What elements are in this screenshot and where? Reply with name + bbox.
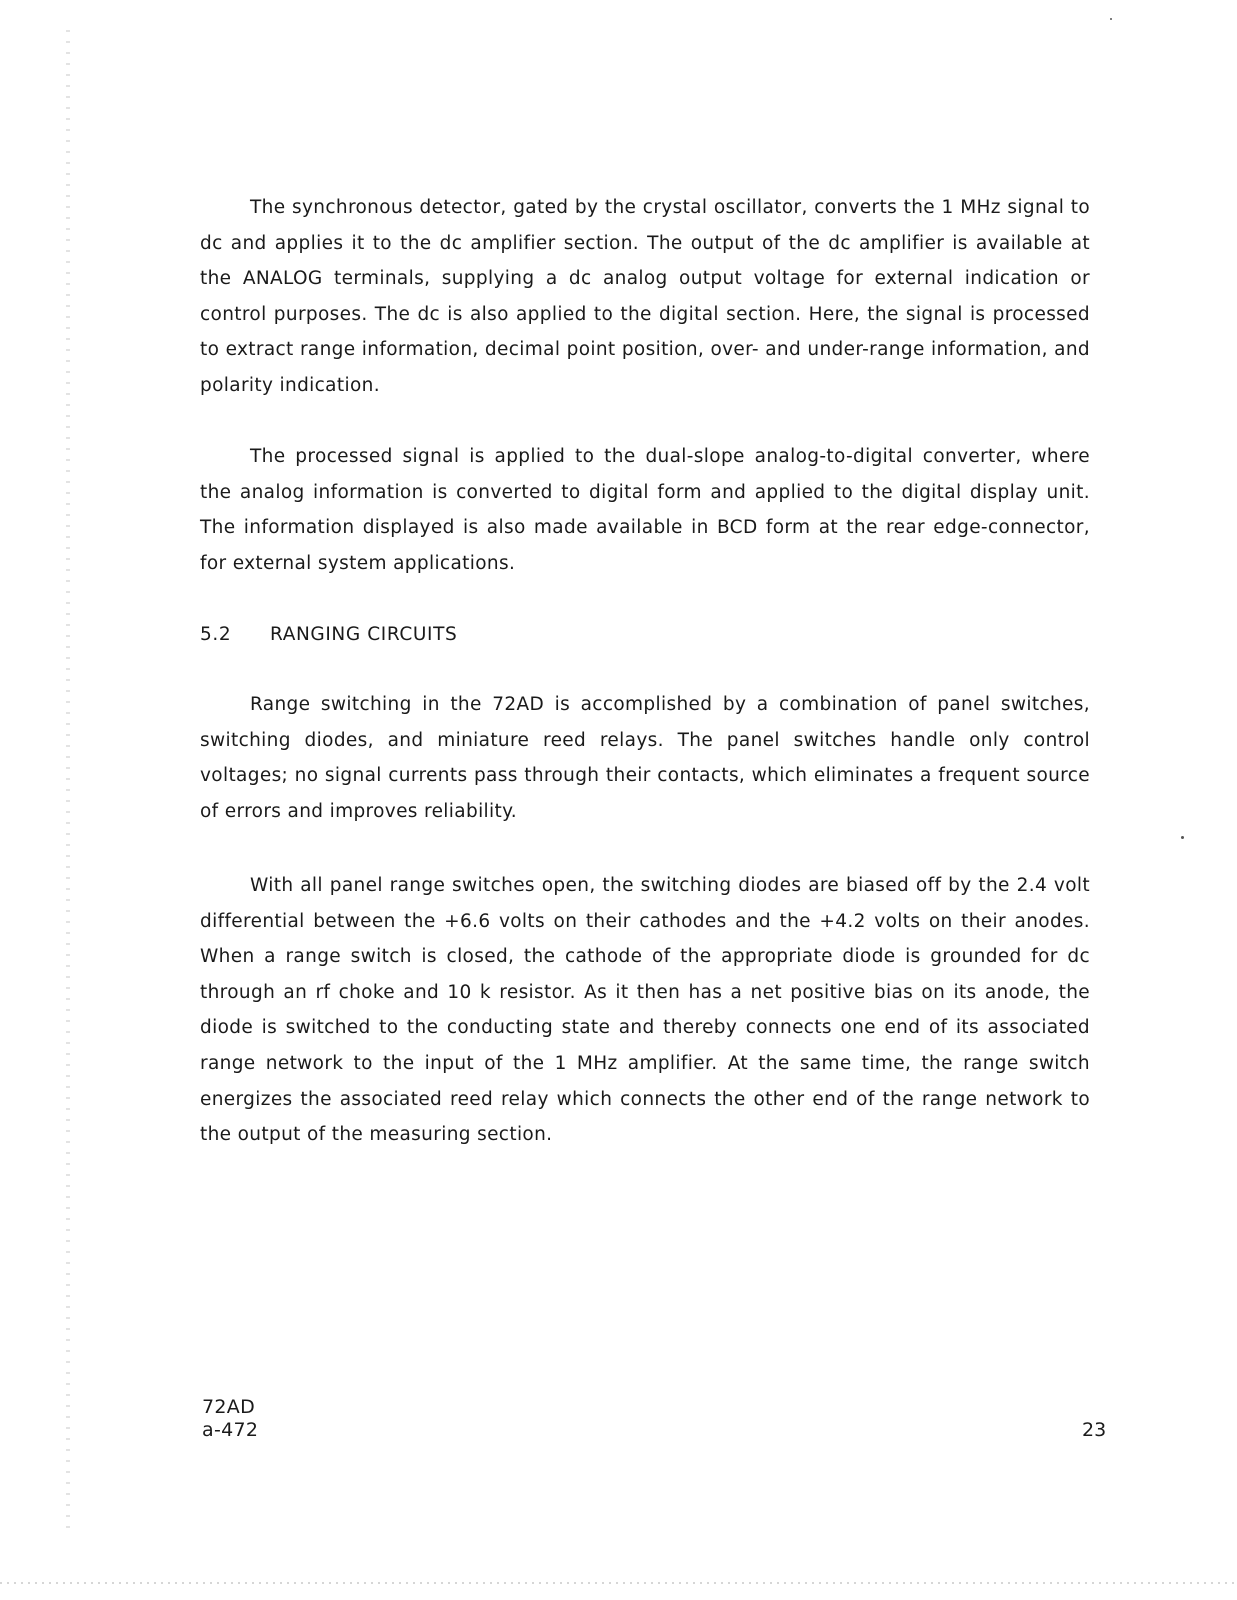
scan-bottom-artifact bbox=[0, 1582, 1237, 1584]
section-heading bbox=[200, 617, 1090, 653]
footer-document-id bbox=[202, 1396, 258, 1442]
paragraph-synchronous-detector: The synchronous detector, gated by the crystal oscillator, converts the 1 MHz signal to dc and applies it to the dc amplifier section. The output of the dc amplifier is available at the ANALOG terminals, supplying a dc analog output voltage for external indication or control purposes. The dc is also applied to the digital section. Here, the signal is processed to extract range information, decimal point position, over- and under-range information, and polarity indication. bbox=[200, 197, 1090, 396]
paragraph-diode-biasing: With all panel range switches open, the switching diodes are biased off by the 2.4 volt differential between the +6.6 volts on their cathodes and the +4.2 volts on their anodes. When a range switch is closed, the cathode of the appropriate diode is grounded for dc through an rf choke and 10 k resistor. As it then has a net positive bias on its anode, the diode is switched to the conducting state and thereby connects one end of its associated range network to the input of the 1 MHz amplifier. At the same time, the range switch energizes the associated reed relay which connects the other end of the range network to the output of the measuring section. bbox=[200, 875, 1090, 1146]
paragraph-ad-converter: The processed signal is applied to the dual-slope analog-to-digital converter, where the analog information is converted to digital form and applied to the digital display unit. The information displayed is also made available in BCD form at the rear edge-connector, for external system applications. bbox=[200, 446, 1090, 574]
scan-speck bbox=[1110, 18, 1112, 20]
page-number: 23 bbox=[1082, 1419, 1107, 1441]
paragraph-range-switching: Range switching in the 72AD is accomplished by a combination of panel switches, switching diodes, and miniature reed relays. The panel switches handle only control voltages; no signal currents pass through their contacts, which eliminates a frequent source of errors and improves reliability. bbox=[200, 694, 1090, 822]
section-number: 5.2 bbox=[200, 624, 232, 645]
scan-speck bbox=[1181, 836, 1184, 839]
scan-margin-artifact bbox=[66, 30, 70, 1530]
footer-model: 72AD bbox=[202, 1396, 256, 1418]
section-title: RANGING CIRCUITS bbox=[270, 624, 458, 645]
footer-document-code: a-472 bbox=[202, 1419, 259, 1441]
